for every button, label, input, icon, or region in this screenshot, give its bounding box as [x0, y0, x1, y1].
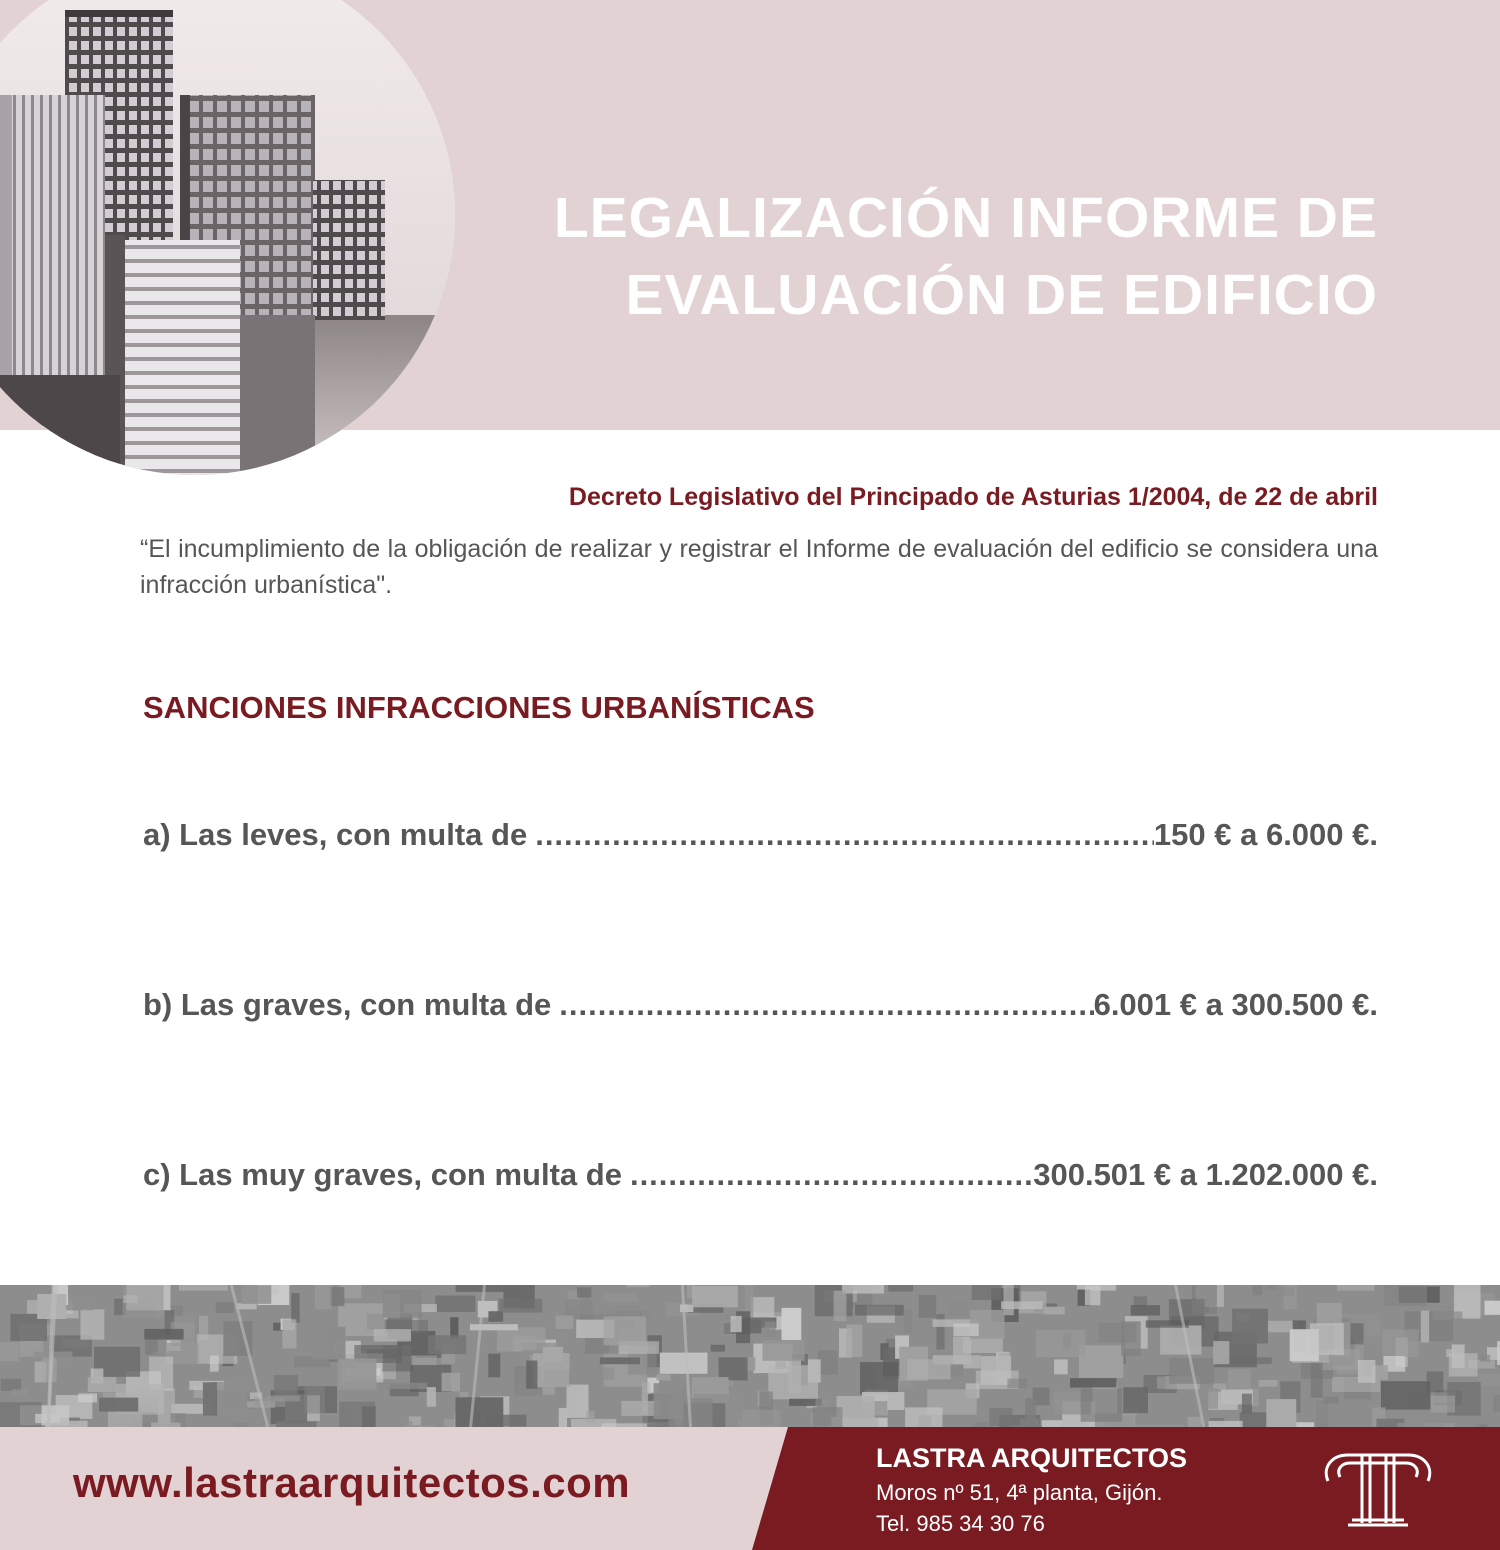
- title-line-1: LEGALIZACIÓN INFORME DE: [553, 186, 1378, 250]
- sanction-item-leves: [143, 817, 1378, 853]
- decree-quote: “El incumplimiento de la obligación de realizar y registrar el Informe de evaluación del edificio se considera una infracción urbanística".: [140, 535, 1378, 599]
- sanctions-heading: SANCIONES INFRACCIONES URBANÍSTICAS: [143, 690, 815, 725]
- title-line-2: EVALUACIÓN DE EDIFICIO: [625, 263, 1378, 327]
- sanction-amount: 300.501 € a 1.202.000 €.: [1033, 1157, 1378, 1192]
- firm-address: Moros nº 51, 4ª planta, Gijón.: [876, 1480, 1163, 1505]
- decree-title: Decreto Legislativo del Principado de Asturias 1/2004, de 22 de abril: [568, 483, 1378, 511]
- sanction-label: b) Las graves, con multa de: [143, 987, 552, 1022]
- sanction-label: a) Las leves, con multa de: [143, 817, 528, 852]
- sanction-label: c) Las muy graves, con multa de: [143, 1157, 622, 1192]
- sanction-amount: 6.001 € a 300.500 €.: [1093, 987, 1378, 1022]
- page-title: [478, 180, 1378, 334]
- dot-leader: [630, 1157, 1033, 1193]
- firm-name: LASTRA ARQUITECTOS: [876, 1443, 1188, 1473]
- dot-leader: [535, 817, 1154, 853]
- firm-phone: Tel. 985 34 30 76: [876, 1511, 1045, 1536]
- lastra-logo-icon: [1318, 1443, 1438, 1531]
- dot-leader: [559, 987, 1093, 1023]
- website-link[interactable]: www.lastraarquitectos.com: [73, 1459, 631, 1506]
- sanction-amount: 150 € a 6.000 €.: [1153, 817, 1378, 852]
- sanction-item-muy-graves: [143, 1157, 1378, 1193]
- sanction-item-graves: [143, 987, 1378, 1023]
- city-aerial-photo: [0, 1285, 1500, 1427]
